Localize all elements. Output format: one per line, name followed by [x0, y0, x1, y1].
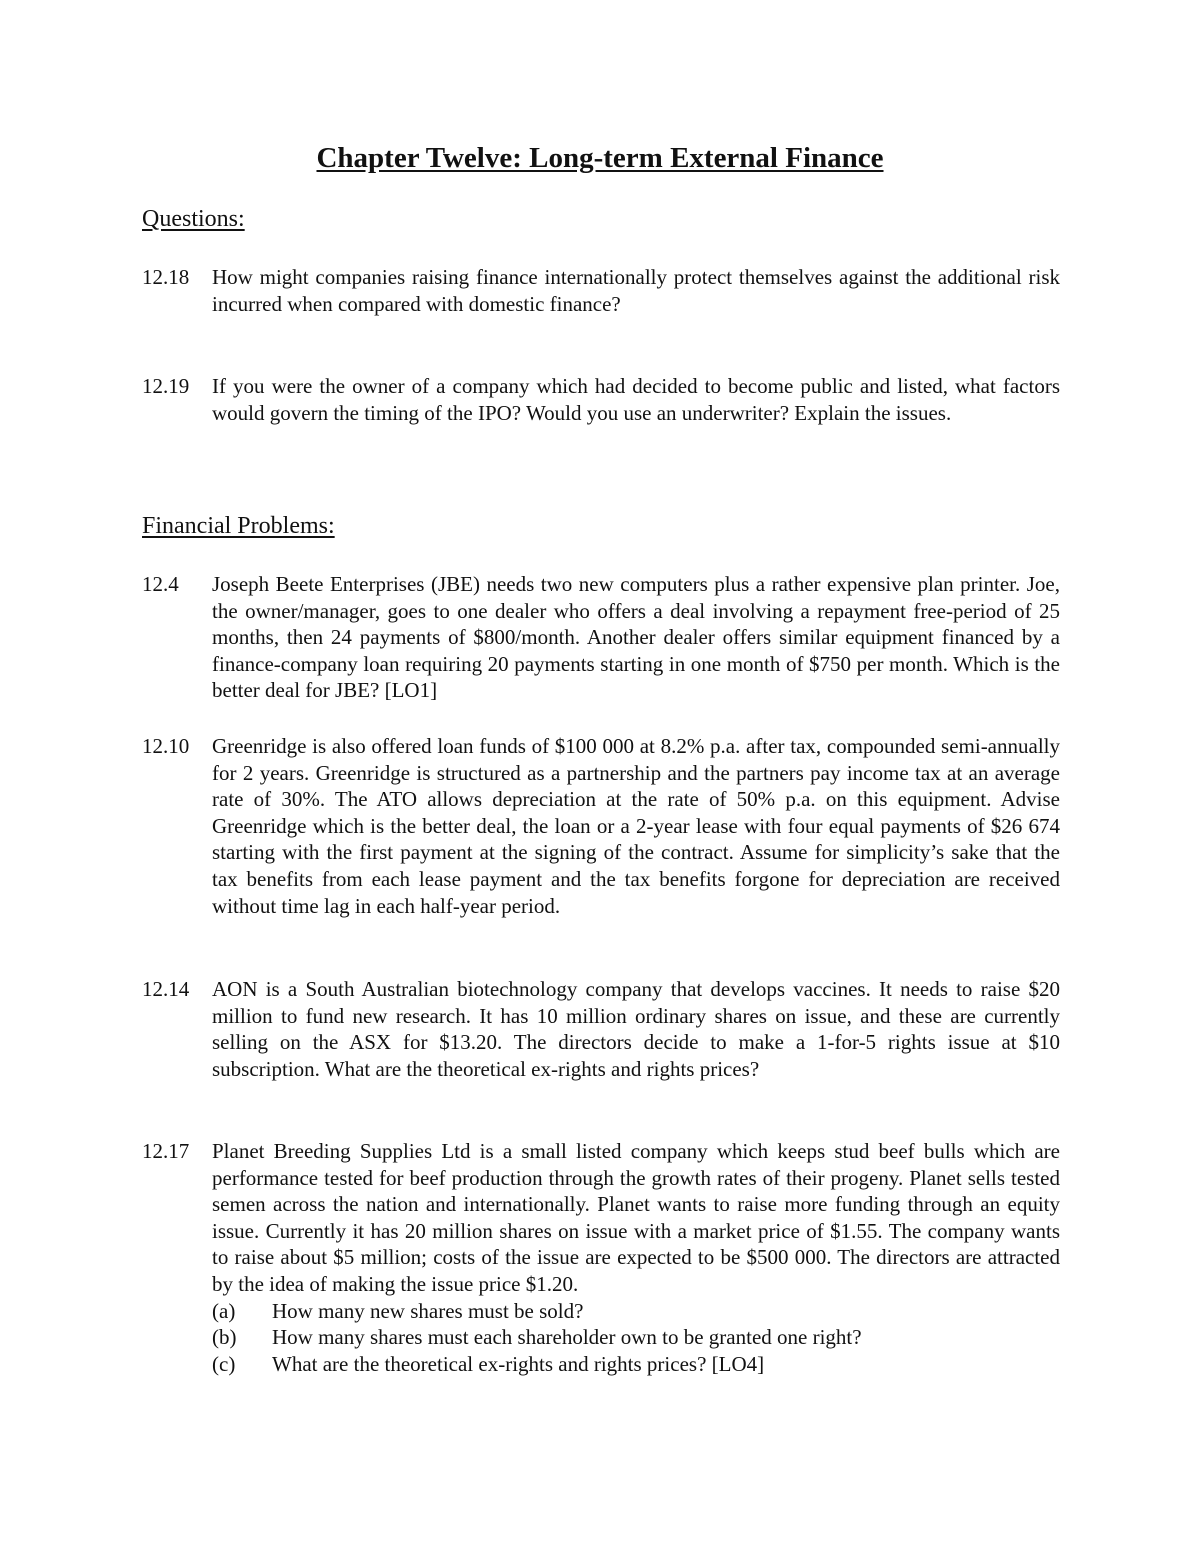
sub-question-label: (b) [212, 1325, 237, 1350]
problem-number: 12.4 [142, 572, 179, 596]
problem-text: AON is a South Australian biotechnology company that develops vaccines. It needs to raise $20 million to fund new research. It has 10 million ordinary shares on issue, and these are currently selling on the ASX for $13.20. The directors decide to make a 1-for-5 rights issue at $10 subscription. What are the theoretical ex-rights and rights prices? [212, 977, 1060, 1081]
page-title: Chapter Twelve: Long-term External Finance [316, 142, 884, 174]
sub-question-text: How many new shares must be sold? [272, 1298, 584, 1323]
sub-question-text: How many shares must each shareholder own to be granted one right? [272, 1325, 862, 1350]
sub-question-text: What are the theoretical ex-rights and rights prices? [LO4] [272, 1351, 765, 1376]
questions-heading: Questions: [142, 206, 245, 232]
question-item [142, 373, 1060, 426]
problem-number: 12.10 [142, 734, 190, 758]
problem-text: Joseph Beete Enterprises (JBE) needs two new computers plus a rather expensive plan printer. Joe, the owner/manager, goes to one dealer who offers a deal involving a repayment free-period of 25 months, then 24 payments of $800/month. Another dealer offers similar equipment financed by a finance-company loan requiring 20 payments starting in one month of $750 per month. Which is the better deal for JBE? [LO1] [212, 572, 1060, 703]
problem-item [142, 976, 1060, 1082]
problem-number: 12.14 [142, 977, 190, 1001]
sub-question-label: (a) [212, 1298, 236, 1323]
problem-item [142, 1138, 1060, 1377]
question-number: 12.19 [142, 374, 190, 398]
sub-question [212, 1298, 1060, 1325]
problem-text: Planet Breeding Supplies Ltd is a small listed company which keeps stud beef bulls which are performance tested for beef production through the growth rates of their progeny. Planet sells tested semen across the nation and internationally. Planet wants to raise more funding through an equity issue. Currently it has 20 million shares on issue with a market price of $1.55. The company wants to raise about $5 million; costs of the issue are expected to be $500 000. The directors are attracted by the idea of making the issue price $1.20. [212, 1139, 1060, 1296]
sub-question [212, 1324, 1060, 1351]
problem-item [142, 571, 1060, 704]
problem-text: Greenridge is also offered loan funds of $100 000 at 8.2% p.a. after tax, compounded semi-annually for 2 years. Greenridge is structured as a partnership and the partners pay income tax at an average rate of 30%. The ATO allows depreciation at the rate of 50% p.a. on this equipment. Advise Greenridge which is the better deal, the loan or a 2-year lease with four equal payments of $26 674 starting with the first payment at the signing of the contract. Assume for simplicity’s sake that the tax benefits from each lease payment and the tax benefits forgone for depreciation are received without time lag in each half-year period. [212, 734, 1060, 918]
sub-question [212, 1351, 1060, 1378]
question-item [142, 264, 1060, 317]
sub-question-list [212, 1298, 1060, 1378]
problem-body [212, 1138, 1060, 1377]
question-number: 12.18 [142, 265, 190, 289]
sub-question-label: (c) [212, 1351, 236, 1376]
problem-number: 12.17 [142, 1139, 190, 1163]
question-text: How might companies raising finance internationally protect themselves against the additional risk incurred when compared with domestic finance? [212, 265, 1060, 316]
problem-item [142, 733, 1060, 919]
financial-problems-heading: Financial Problems: [142, 513, 335, 539]
question-text: If you were the owner of a company which had decided to become public and listed, what factors would govern the timing of the IPO? Would you use an underwriter? Explain the issues. [212, 374, 1060, 425]
